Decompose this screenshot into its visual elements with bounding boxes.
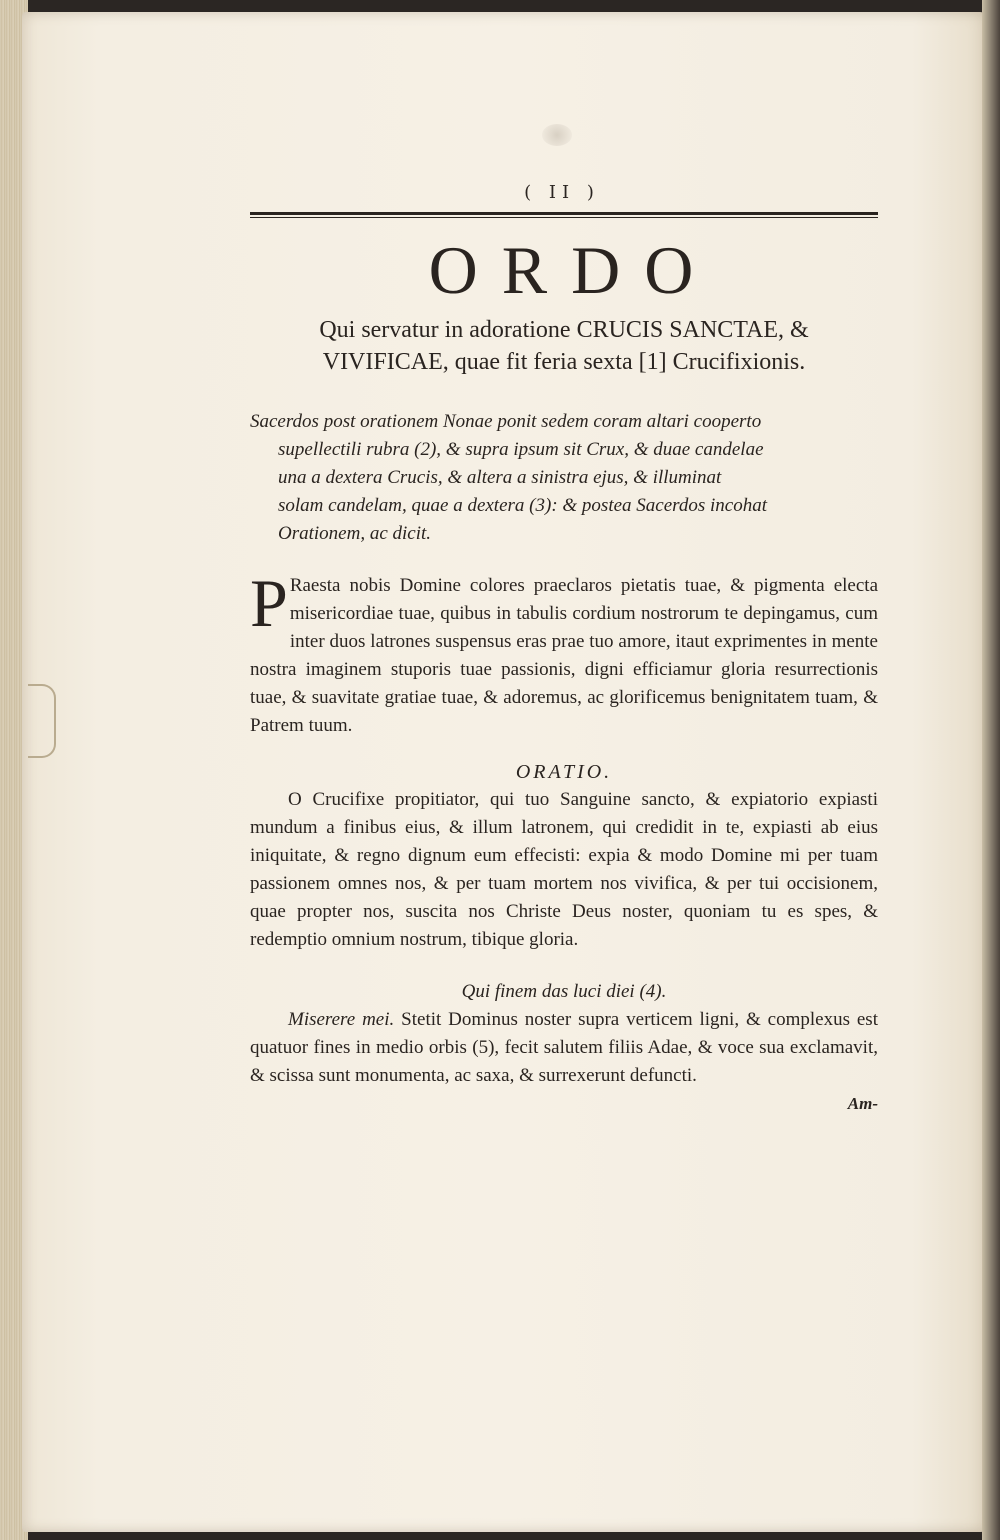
paper-stain — [542, 124, 572, 146]
rubric-line: Orationem, ac dicit. — [278, 523, 432, 544]
rubric-line: supellectili rubra (2), & supra ipsum sit Crux, & duae candelae — [278, 439, 764, 460]
oratio-text: O Crucifixe propitiator, qui tuo Sanguine sancto, & expiatorio expiasti mundum a finibus eius, & illum latronem, qui credidit in te, expiasti ab eius iniquitate, & regno dignum eum effecisti: expia & modo Domine mi per tuam passionem omnes nos, & per tuam mortem nos vivifica, & per tui occisionem, quae propter nos, suscita nos Christe Deus noster, quoniam tu es spes, & redemptio omnium nostrum, tibique gloria. — [250, 789, 878, 950]
subtitle-line-1: Qui servatur in adoratione CRUCIS SANCTAE, & — [319, 317, 809, 343]
hymn-lead: Miserere mei. — [288, 1009, 395, 1030]
page-title: ORDO — [428, 232, 718, 308]
subtitle — [250, 314, 878, 378]
catchword: Am- — [847, 1094, 878, 1113]
rubric-instructions — [250, 408, 878, 548]
binding-clasp-mark — [28, 684, 56, 758]
page-number: ( II ) — [524, 182, 600, 203]
hymn-text: Stetit Dominus noster supra verticem ligni, & complexus est quatuor fines in medio orbis (5), fecit salutem filiis Adae, & voce sua exclamavit, & scissa sunt monumenta, ac saxa, & surrexerunt defuncti. — [250, 1009, 878, 1086]
rubric-line: una a dextera Crucis, & altera a sinistra ejus, & illuminat — [278, 467, 722, 488]
hymn-heading: Qui finem das luci diei (4). — [461, 981, 667, 1002]
header-rule — [250, 212, 878, 218]
page-content — [250, 182, 878, 1114]
prayer-text: Raesta nobis Domine colores praeclaros pietatis tuae, & pigmenta electa misericordiae tuae, quibus in tabulis cordium nostrorum te depingamus, cum inter duos latrones suspensus eras prae tuo amore, itaut exprimentes in mente nostra imaginem stuporis tuae passionis, digni efficiamur gloria resurrectionis tuae, & suavitate gratiae tuae, & adoremus, ac glorificemus benignitatem tuam, & Patrem tuum. — [250, 575, 878, 736]
rubric-line: solam candelam, quae a dextera (3): & postea Sacerdos incohat — [278, 495, 767, 516]
rubric-line: Sacerdos post orationem Nonae ponit sedem coram altari cooperto — [250, 411, 762, 432]
subtitle-line-2: VIVIFICAE, quae fit feria sexta [1] Crucifixionis. — [322, 349, 806, 375]
drop-cap: P — [250, 565, 288, 641]
opening-prayer — [250, 565, 878, 740]
oratio-heading: ORATIO. — [515, 761, 613, 783]
gutter-shadow — [982, 0, 1000, 1540]
hymn-paragraph — [250, 1006, 878, 1090]
